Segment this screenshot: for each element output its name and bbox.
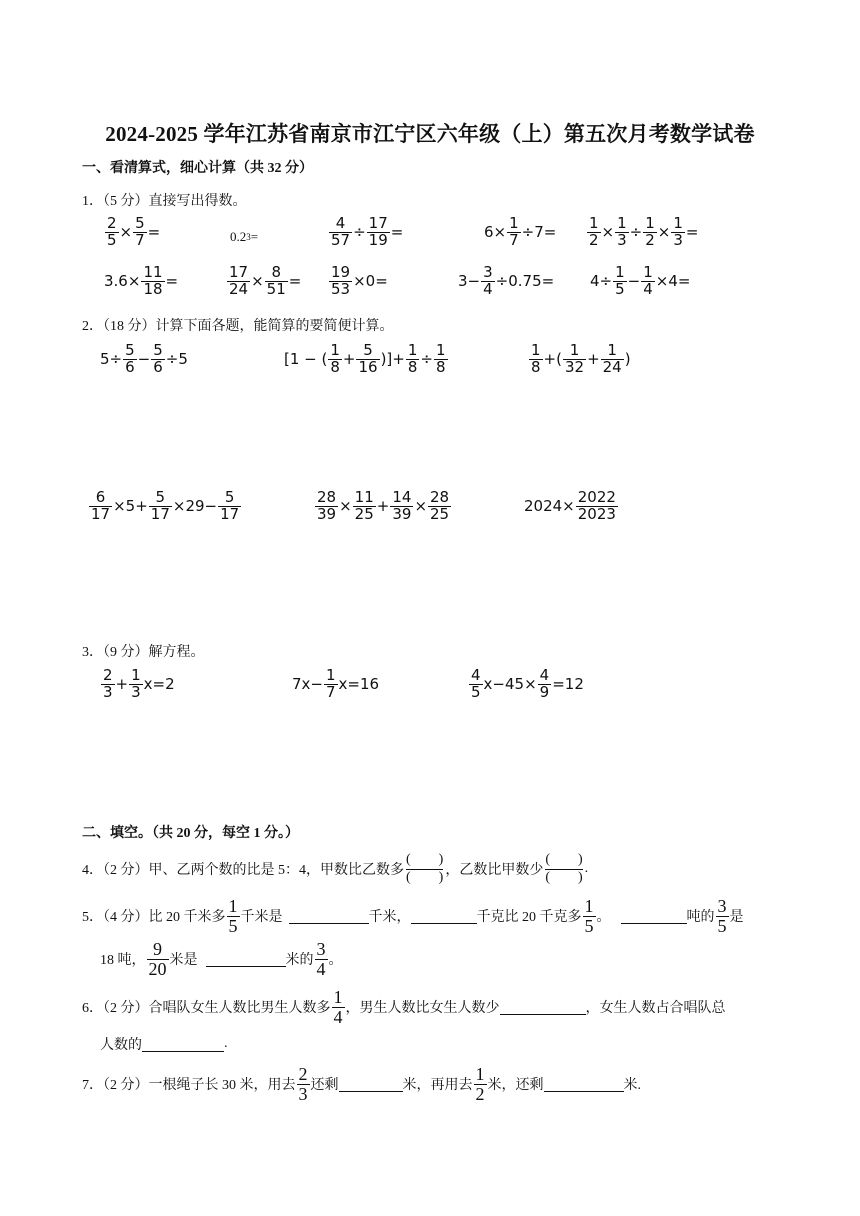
q1-item-4: 6× 1 7 ÷7= bbox=[484, 214, 557, 249]
q1-item-1: 2 5 × 5 7 = bbox=[107, 214, 161, 249]
q5-blank-3[interactable] bbox=[621, 909, 687, 924]
q1-item-8: 19 53 ×0= bbox=[331, 263, 388, 298]
q5-text-j: 米的 bbox=[285, 953, 314, 968]
q7-text-e: 米. bbox=[623, 1078, 641, 1093]
q1-item-5: 1 2 × 1 3 ÷ 1 2 × 1 3 = bbox=[589, 214, 699, 249]
q7-frac-2: 1 2 bbox=[475, 1063, 485, 1104]
q4-mid: ，乙数比甲数少 bbox=[445, 863, 544, 878]
question-6-line-1 bbox=[82, 987, 726, 1027]
q5-text-c: 千米， bbox=[368, 910, 411, 925]
q1-item-10: 4÷ 1 5 − 1 4 ×4= bbox=[590, 263, 691, 298]
q2-item-6: 2024× 2022 2023 bbox=[524, 488, 616, 523]
q7-blank-1[interactable] bbox=[339, 1077, 403, 1092]
question-5-line-1 bbox=[82, 896, 744, 936]
q4-end: . bbox=[584, 861, 589, 876]
q2-item-5: 28 39 × 11 25 + 14 39 × 28 25 bbox=[317, 488, 450, 523]
q6-frac-1: 1 4 bbox=[333, 986, 343, 1027]
q3-item-2: 7x− 1 7 x=16 bbox=[292, 666, 380, 701]
q7-text-b: 还剩 bbox=[310, 1078, 339, 1093]
question-7 bbox=[82, 1064, 641, 1104]
question-4 bbox=[82, 850, 588, 888]
q7-text-d: 米，还剩 bbox=[487, 1078, 544, 1093]
q4-blank-1[interactable]: ( ) ( ) bbox=[406, 852, 444, 885]
question-3-label: 3．（9 分）解方程。 bbox=[82, 645, 205, 660]
q3-item-1: 2 3 + 1 3 x=2 bbox=[103, 666, 175, 701]
q6-text-a: 6．（2 分）合唱队女生人数比男生人数多 bbox=[82, 1001, 331, 1016]
q7-text-a: 7．（2 分）一根绳子长 30 米，用去 bbox=[82, 1078, 296, 1093]
q5-text-g: 是 bbox=[729, 910, 744, 925]
q5-frac-1: 1 5 bbox=[228, 895, 238, 936]
q6-text-c: ，女生人数占合唱队总 bbox=[585, 1001, 726, 1016]
q2-item-1: 5÷ 5 6 − 5 6 ÷5 bbox=[100, 341, 188, 376]
section-1-heading: 一、看清算式，细心计算（共 32 分） bbox=[82, 161, 313, 176]
q5-text-a: 5．（4 分）比 20 千米多 bbox=[82, 910, 226, 925]
q5-text-k: 。 bbox=[328, 953, 343, 968]
question-6-line-2 bbox=[100, 1033, 228, 1055]
q5-frac-3: 3 5 bbox=[717, 895, 727, 936]
q6-text-e: . bbox=[224, 1036, 228, 1051]
q1-item-9: 3− 3 4 ÷0.75= bbox=[458, 263, 555, 298]
q5-text-d: 千克比 20 千克多 bbox=[476, 910, 582, 925]
q1-item-2: 0.2 3 = bbox=[230, 229, 259, 244]
q6-blank-1[interactable] bbox=[500, 1000, 586, 1015]
question-1-label: 1．（5 分）直接写出得数。 bbox=[82, 194, 247, 209]
q7-blank-2[interactable] bbox=[544, 1077, 624, 1092]
q5-text-i: 米是 bbox=[169, 953, 198, 968]
q5-frac-2: 1 5 bbox=[584, 895, 594, 936]
page-title: 2024-2025 学年江苏省南京市江宁区六年级（上）第五次月考数学试卷 bbox=[105, 122, 755, 146]
q1-item-7: 17 24 × 8 51 = bbox=[229, 263, 302, 298]
q5-text-e: 。 bbox=[596, 910, 611, 925]
q2-item-3: 1 8 +( 1 32 + 1 24 ) bbox=[531, 341, 631, 376]
q5-blank-4[interactable] bbox=[206, 952, 286, 967]
question-5-line-2 bbox=[100, 939, 343, 979]
q5-text-b: 千米是 bbox=[240, 910, 283, 925]
q4-blank-2[interactable]: ( ) ( ) bbox=[545, 852, 583, 885]
question-2-label: 2．（18 分）计算下面各题，能简算的要简便计算。 bbox=[82, 319, 394, 334]
q1-item-3: 4 57 ÷ 17 19 = bbox=[331, 214, 404, 249]
q6-text-d: 人数的 bbox=[100, 1038, 142, 1053]
q5-frac-4: 9 20 bbox=[148, 938, 167, 979]
q7-text-c: 米，再用去 bbox=[402, 1078, 473, 1093]
q7-frac-1: 2 3 bbox=[298, 1063, 308, 1104]
q3-item-3: 4 5 x−45× 4 9 =12 bbox=[471, 666, 584, 701]
q2-item-4: 6 17 ×5+ 5 17 ×29− 5 17 bbox=[91, 488, 240, 523]
q5-blank-1[interactable] bbox=[289, 909, 369, 924]
q1-item-6: 3.6× 11 18 = bbox=[104, 263, 179, 298]
q6-text-b: ，男生人数比女生人数少 bbox=[345, 1001, 500, 1016]
q6-blank-2[interactable] bbox=[142, 1037, 224, 1052]
q2-item-2: [1 − ( 1 8 + 5 16 )]+ 1 8 ÷ 1 8 bbox=[284, 341, 446, 376]
q5-frac-5: 3 4 bbox=[316, 938, 326, 979]
q5-text-h: 18 吨， bbox=[100, 953, 146, 968]
q5-blank-2[interactable] bbox=[411, 909, 477, 924]
q4-text: 4．（2 分）甲、乙两个数的比是 5：4，甲数比乙数多 bbox=[82, 863, 404, 878]
section-2-heading: 二、填空。（共 20 分，每空 1 分。） bbox=[82, 826, 299, 841]
q5-text-f: 吨的 bbox=[686, 910, 715, 925]
